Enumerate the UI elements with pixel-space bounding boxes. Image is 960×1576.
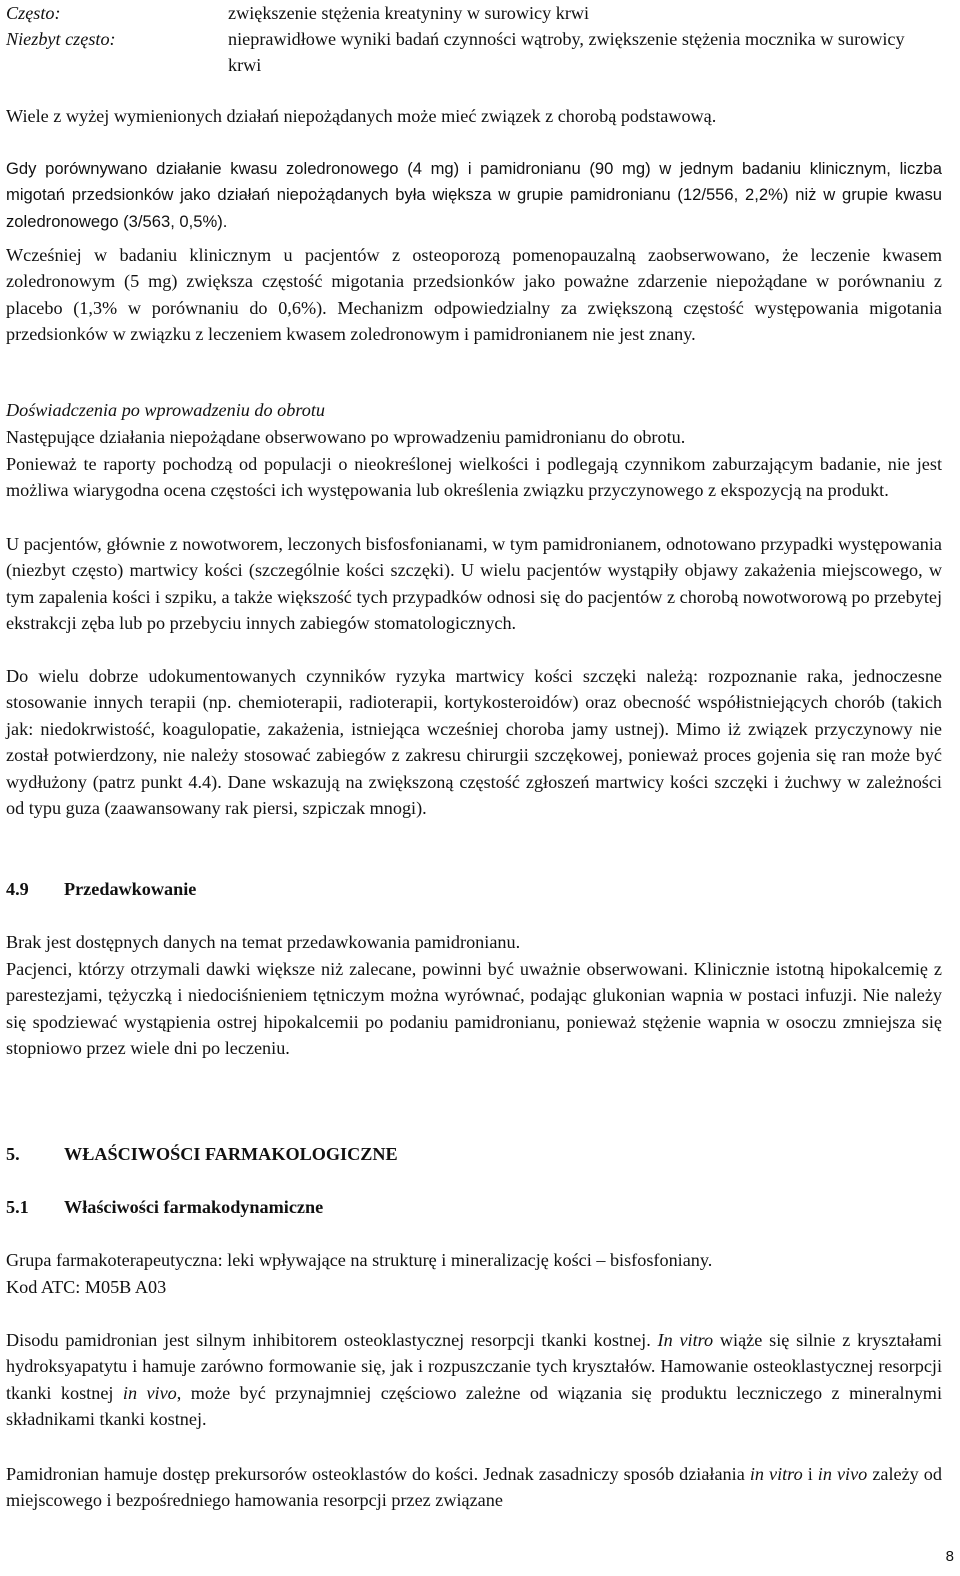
text-run: , może być przynajmniej częściowo zależne od wiązania się produktu leczniczego z mineralnymi składnikami tkanki kostnej.: [6, 1382, 942, 1430]
section-title: WŁAŚCIWOŚCI FARMAKOLOGICZNE: [64, 1144, 398, 1164]
text-run: Disodu pamidronian jest silnym inhibitorem osteoklastycznej resorpcji tkanki kostnej.: [6, 1330, 658, 1350]
comparison-paragraph: Gdy porównywano działanie kwasu zoledronowego (4 mg) i pamidronianu (90 mg) w jednym badaniu klinicznym, liczba migotań przedsionków jako działań niepożądanych była większa w grupie pamidronianu (12/556, 2,2%) niż w grupie kwasu zoledronowego (3/563, 0,5%).: [6, 159, 942, 231]
text-run: i: [802, 1464, 818, 1484]
text-run: Pamidronian hamuje dostęp prekursorów osteoklastów do kości. Jednak zasadniczy sposób działania: [6, 1464, 750, 1484]
precursor-paragraph: [6, 1461, 942, 1514]
text-run: zależy od miejscowego i bezpośredniego hamowania resorpcji przez związane: [6, 1464, 942, 1511]
section-number: 4.9: [6, 879, 29, 899]
frequency-label: Niezbyt często:: [6, 29, 116, 49]
frequency-value: zwiększenie stężenia kreatyniny w surowicy krwi: [228, 3, 590, 23]
section-heading-5: [6, 1141, 942, 1167]
italic-term: in vivo: [122, 1382, 177, 1403]
text-run: wiąże się silnie z kryształami hydroksyapatytu i hamuje zarówno formowanie się, jak i rozpuszczanie tych kryształów. Hamowanie osteoklastycznej resorpcji tkanki kostnej: [6, 1330, 942, 1403]
page-number: 8: [945, 1547, 954, 1565]
postmarketing-heading: Doświadczenia po wprowadzeniu do obrotu: [6, 400, 325, 420]
frequency-row-uncommon: [6, 26, 942, 79]
postmarketing-line-4: Do wielu dobrze udokumentowanych czynników ryzyka martwicy kości szczęki należą: rozpoznanie raka, jednoczesne stosowanie innych terapii (np. chemioterapii, radioterapii, kortykosteroidów) oraz obecność współistniejących chorób (takich jak: niedokrwistość, koagulopatie, zakażenia, istniejąca wcześniej choroba jamy ustnej). Mimo iż związek przyczynowy nie został potwierdzony, nie należy stosować zabiegów z zakresu chirurgii szczękowej, ponieważ proces gojenia się ran może być wydłużony (patrz punkt 4.4). Dane wskazują na zwiększoną częstość zgłoszeń martwicy kości szczęki i żuchwy w zależności od typu guza (zaawansowany rak piersi, szpiczak mnogi).: [6, 666, 942, 819]
frequency-row-common: [6, 0, 942, 26]
mechanism-paragraph: [6, 1327, 942, 1433]
section-number: 5.: [6, 1144, 20, 1164]
italic-term: in vitro: [749, 1464, 803, 1484]
atc-code: Kod ATC: M05B A03: [6, 1277, 167, 1297]
italic-term: in vivo: [817, 1464, 868, 1484]
section-title: Przedawkowanie: [64, 879, 197, 899]
section-number: 5.1: [6, 1197, 29, 1217]
section-heading-4-9: [6, 876, 942, 902]
overdose-paragraph: Pacjenci, którzy otrzymali dawki większe niż zalecane, powinni być uważnie obserwowani. Klinicznie istotną hipokalcemię z parestezjami, tężyczką i niedociśnieniem tętniczym można wyrównać, podając glukonian wapnia w postaci infuzji. Nie należy się spodziewać wystąpienia ostrej hipokalcemii po podaniu pamidronianu, ponieważ stężenie wapnia w osoczu zmniejsza się stopniowo przez wiele dni po leczeniu.: [6, 959, 942, 1059]
postmarketing-line-3: U pacjentów, głównie z nowotworem, leczonych bisfosfonianami, w tym pamidronianem, odnotowano przypadki występowania (niezbyt często) martwicy kości (szczególnie kości szczęki). U wielu pacjentów wystąpiły objawy zakażenia miejscowego, w tym zapalenia kości i szpiku, a także większość tych przypadków odnosi się do pacjentów z chorobą nowotworową po przebytej ekstrakcji zęba lub po przebyciu innych zabiegów stomatologicznych.: [6, 534, 942, 634]
frequency-value: nieprawidłowe wyniki badań czynności wątroby, zwiększenie stężenia mocznika w surowicy krwi: [228, 29, 905, 76]
section-title: Właściwości farmakodynamiczne: [64, 1197, 324, 1217]
postmarketing-line-1: Następujące działania niepożądane obserwowano po wprowadzeniu pamidronianu do obrotu.: [6, 427, 686, 447]
note-line: Wiele z wyżej wymienionych działań niepożądanych może mieć związek z chorobą podstawową.: [6, 106, 717, 126]
pharmacotherapeutic-group: Grupa farmakoterapeutyczna: leki wpływające na strukturę i mineralizację kości – bisfosfoniany.: [6, 1250, 713, 1270]
postmarketing-line-2: Ponieważ te raporty pochodzą od populacji o nieokreślonej wielkości i podlegają czynnikom zaburzającym badanie, nie jest możliwa wiarygodna ocena częstości ich występowania lub określenia związku przyczynowego z ekspozycją na produkt.: [6, 454, 942, 501]
section-heading-5-1: [6, 1194, 942, 1220]
earlier-study-paragraph: Wcześniej w badaniu klinicznym u pacjentów z osteoporozą pomenopauzalną zaobserwowano, że leczenie kwasem zoledronowym (5 mg) zwiększa częstość migotania przedsionków jako poważne zdarzenie niepożądane w porównaniu z placebo (1,3% w porównaniu do 0,6%). Mechanizm odpowiedzialny za zwiększoną częstość występowania migotania przedsionków w związku z leczeniem kwasem zoledronowym i pamidronianem nie jest znany.: [6, 245, 942, 345]
overdose-line-1: Brak jest dostępnych danych na temat przedawkowania pamidronianu.: [6, 932, 521, 952]
frequency-label: Często:: [6, 3, 61, 23]
italic-term: In vitro: [657, 1330, 714, 1350]
